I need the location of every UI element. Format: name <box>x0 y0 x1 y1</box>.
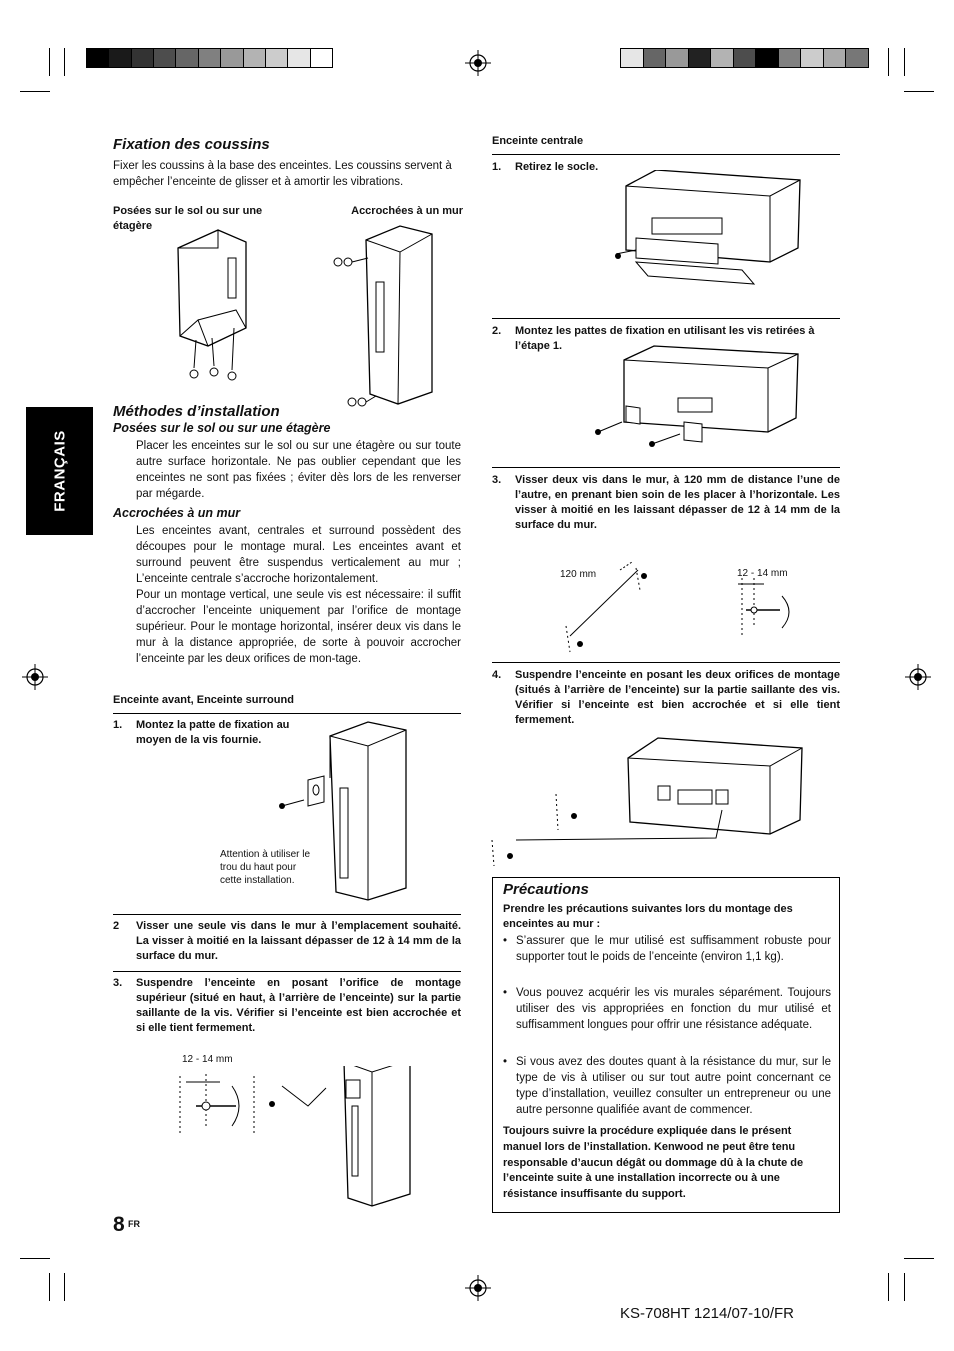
page-language-code: FR <box>128 1219 140 1229</box>
label-floor: Posées sur le sol ou sur une étagère <box>113 205 263 232</box>
registration-target-right <box>905 664 931 690</box>
methodes-body2b: Pour un montage vertical, une seule vis est nécessaire: il suffit d’accrocher l’enceinte uniquement par l’orifice de montage supérieur. Pour le montage horizontal, insérer deux vis dans le mur à la distance appropriée, de sorte à pouvoir accrocher l’enceinte par les deux orifices de mon-tage. <box>136 589 461 665</box>
color-swatch <box>287 48 310 68</box>
center-dimension-120: 120 mm <box>560 569 597 580</box>
center-step1-text: Retirez le socle. <box>515 161 599 173</box>
speaker-wall-cushions-illustration <box>330 222 440 412</box>
front-step3-rule <box>113 971 461 972</box>
precautions-title: Précautions <box>503 881 589 898</box>
front-step3-num: 3. <box>113 977 123 989</box>
front-step3-text: Suspendre l’enceinte en posant l’orifice de montage supérieur (situé en haut, à l’arrière de l’enceinte) sur la partie saillante de la vis. Vérifier si l’enceinte est bien accrochée et si elle tient fermement. <box>136 977 461 1034</box>
front-step2-rule <box>113 914 461 915</box>
center-step4-num: 4. <box>492 669 502 681</box>
center-step4-rule <box>492 662 840 663</box>
precaution-item: • S’assurer que le mur utilisé est suffisamment robuste pour supporter tout le poids de l’enceinte (environ 1,1 kg). <box>503 935 831 963</box>
front-step2 <box>113 919 461 964</box>
precaution-item-text: Si vous avez des doutes quant à la résistance du mur, sur le type de vis à utiliser ou sur tout autre point concernant ce type d’installation, veuillez consulter un entrepreneur ou une autre personne qualifiée avant de commencer. <box>516 1056 831 1116</box>
methodes-body2a: Les enceintes avant, centrales et surround possèdent des découpes pour le montage mural. Les enceintes avant et surround peuvent être suspendus verticalement au mur ; L’enceinte centrale s’accroche horizontalement. <box>136 525 461 585</box>
color-swatch <box>265 48 288 68</box>
speaker-floor-cushions-illustration <box>168 228 258 388</box>
methodes-body1: Placer les enceintes sur le sol ou sur une étagère ou sur toute autre surface horizontale. Ne pas oublier cependant que les enceintes ne sont pas fixées ; éviter dès lors de les renverser par mégarde. <box>136 440 461 500</box>
color-swatch <box>198 48 221 68</box>
color-swatch <box>845 48 869 68</box>
front-step2-text: Visser une seule vis dans le mur à l’emplacement souhaité. La visser à moitié en la laissant dépasser de 12 à 14 mm de la surface du mur. <box>136 920 461 962</box>
color-bar-left <box>86 48 332 68</box>
color-swatch <box>310 48 333 68</box>
language-tab <box>26 407 93 535</box>
center-step3 <box>492 473 840 533</box>
fixation-body: Fixer les coussins à la base des enceintes. Les coussins servent à empêcher l’enceinte de glisser et à amortir les vibrations. <box>113 160 452 188</box>
color-bar-right <box>620 48 868 68</box>
color-swatch <box>108 48 131 68</box>
center-speaker-stand-illustration <box>612 170 808 302</box>
center-step2-num: 2. <box>492 325 502 337</box>
center-step2-rule <box>492 318 840 319</box>
front-heading: Enceinte avant, Enceinte surround <box>113 694 294 706</box>
registration-target-bottom <box>465 1275 491 1301</box>
front-step1-num: 1. <box>113 719 123 731</box>
center-hang-illustration <box>486 734 808 868</box>
precaution-item-text: S’assurer que le mur utilisé est suffisamment robuste pour supporter tout le poids de l’enceinte (environ 1,1 kg). <box>516 935 831 963</box>
fixation-title: Fixation des coussins <box>113 136 270 153</box>
precaution-item: • Si vous avez des doutes quant à la résistance du mur, sur le type de vis à utiliser ou sur tout autre point concernant ce type d’installation, veuillez consulter un entrepreneur ou une autre personne qualifiée avant de commencer. <box>503 1056 831 1116</box>
precaution-item-text: Vous pouvez acquérir les vis murales séparément. Toujours utiliser des vis appropriées en fonction du mur utilisé et suffisamment longues pour offrir une résistance adéquate. <box>516 987 831 1031</box>
color-swatch <box>175 48 198 68</box>
center-screws-illustration <box>550 556 810 660</box>
color-swatch <box>688 48 712 68</box>
center-step4 <box>492 668 840 728</box>
center-step3-rule <box>492 467 840 468</box>
color-swatch <box>733 48 757 68</box>
center-speaker-brackets-illustration <box>592 344 804 454</box>
color-swatch <box>620 48 644 68</box>
center-step1-num: 1. <box>492 161 502 173</box>
color-swatch <box>710 48 734 68</box>
color-swatch <box>643 48 667 68</box>
precautions-intro: Prendre les précautions suivantes lors du montage des enceintes au mur : <box>503 903 793 930</box>
front-step2-num: 2 <box>113 920 120 932</box>
color-swatch <box>131 48 154 68</box>
color-swatch <box>778 48 802 68</box>
footer-model-code: KS-708HT 1214/07-10/FR <box>620 1305 794 1322</box>
color-swatch <box>220 48 243 68</box>
precaution-item: • Vous pouvez acquérir les vis murales séparément. Toujours utiliser des vis appropriées en fonction du mur utilisé et suffisamment longues pour offrir une résistance adéquate. <box>503 987 831 1031</box>
registration-target-left <box>22 664 48 690</box>
language-tab-label: FRANÇAIS <box>51 430 68 512</box>
label-wall: Accrochées à un mur <box>351 205 463 217</box>
color-swatch <box>153 48 176 68</box>
page-number: 8 <box>113 1213 125 1236</box>
center-step3-num: 3. <box>492 474 502 486</box>
front-note: Attention à utiliser le trou du haut pour cette installation. <box>220 849 311 886</box>
registration-target-top <box>465 50 491 76</box>
color-swatch <box>86 48 109 68</box>
front-hang-illustration <box>176 1066 426 1216</box>
color-swatch <box>243 48 266 68</box>
color-swatch <box>823 48 847 68</box>
center-heading-rule <box>492 154 840 155</box>
methodes-sub2: Accrochées à un mur <box>113 506 241 520</box>
center-dimension-12-14: 12 - 14 mm <box>737 568 788 579</box>
center-step4-text: Suspendre l’enceinte en posant les deux orifices de montage (situés à l’arrière de l’enceinte) sur la partie saillante des vis. Vérifier si l’enceinte est bien accrochée et si elle tient fermement. <box>515 669 840 726</box>
methodes-sub1: Posées sur le sol ou sur une étagère <box>113 421 331 435</box>
color-swatch <box>665 48 689 68</box>
front-dimension-label: 12 - 14 mm <box>182 1054 233 1065</box>
center-step2-text: Montez les pattes de fixation en utilisant les vis retirées à l’étape 1. <box>515 325 815 352</box>
center-step3-text: Visser deux vis dans le mur, à 120 mm de distance l’une de l’autre, en prenant bien soin de les placer à l’horizontale. Les visser à moitié en les laissant dépasser de 12 à 14 mm de la surface du mur. <box>515 474 840 531</box>
color-swatch <box>800 48 824 68</box>
front-heading-rule <box>113 713 461 714</box>
methodes-title: Méthodes d’installation <box>113 403 280 420</box>
precautions-closing: Toujours suivre la procédure expliquée dans le présent manuel lors de l’installation. Kenwood ne peut être tenu responsable d’aucun dégât ou dommage dû à la chute de l’enceinte suite à une installation incorrecte ou à une résistance insuffisante du support. <box>503 1125 804 1201</box>
front-step3 <box>113 976 461 1036</box>
center-heading: Enceinte centrale <box>492 135 584 147</box>
front-step1-text: Montez la patte de fixation au moyen de la vis fournie. <box>136 719 290 746</box>
color-swatch <box>755 48 779 68</box>
